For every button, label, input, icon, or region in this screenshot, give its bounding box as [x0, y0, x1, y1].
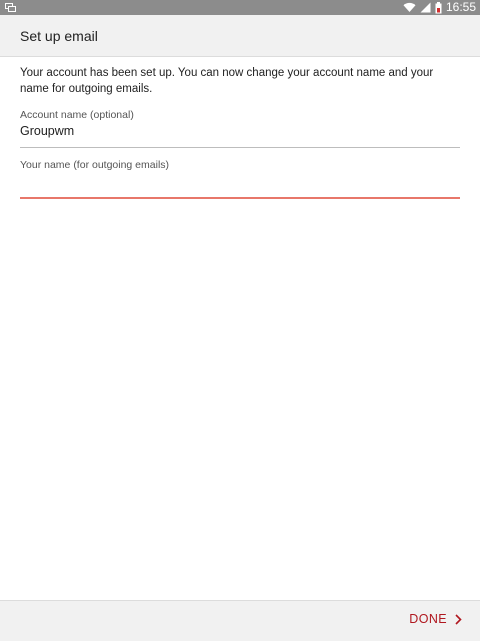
account-name-input[interactable]: Groupwm [20, 124, 75, 138]
signal-icon [420, 2, 431, 13]
wifi-icon [403, 2, 416, 13]
done-label: DONE [409, 612, 447, 626]
app-bar [0, 15, 480, 57]
status-time: 16:55 [445, 0, 476, 14]
page-title: Set up email [20, 28, 98, 44]
your-name-field[interactable] [20, 159, 460, 199]
done-button[interactable] [409, 612, 462, 626]
your-name-input[interactable] [20, 174, 460, 190]
status-icons [403, 0, 476, 15]
chevron-right-icon [455, 614, 462, 625]
account-name-field[interactable] [20, 109, 460, 148]
your-name-underline-focused [20, 197, 460, 199]
status-bar [0, 0, 480, 15]
footer-bar [0, 600, 480, 641]
account-name-underline [20, 147, 460, 148]
your-name-label: Your name (for outgoing emails) [20, 159, 170, 171]
account-name-label: Account name (optional) [20, 109, 134, 121]
screen-mirror-icon [5, 2, 16, 13]
setup-form [20, 65, 460, 199]
intro-text: Your account has been set up. You can now change your account name and your name for outgoing emails. [20, 67, 434, 95]
battery-icon [435, 2, 442, 14]
